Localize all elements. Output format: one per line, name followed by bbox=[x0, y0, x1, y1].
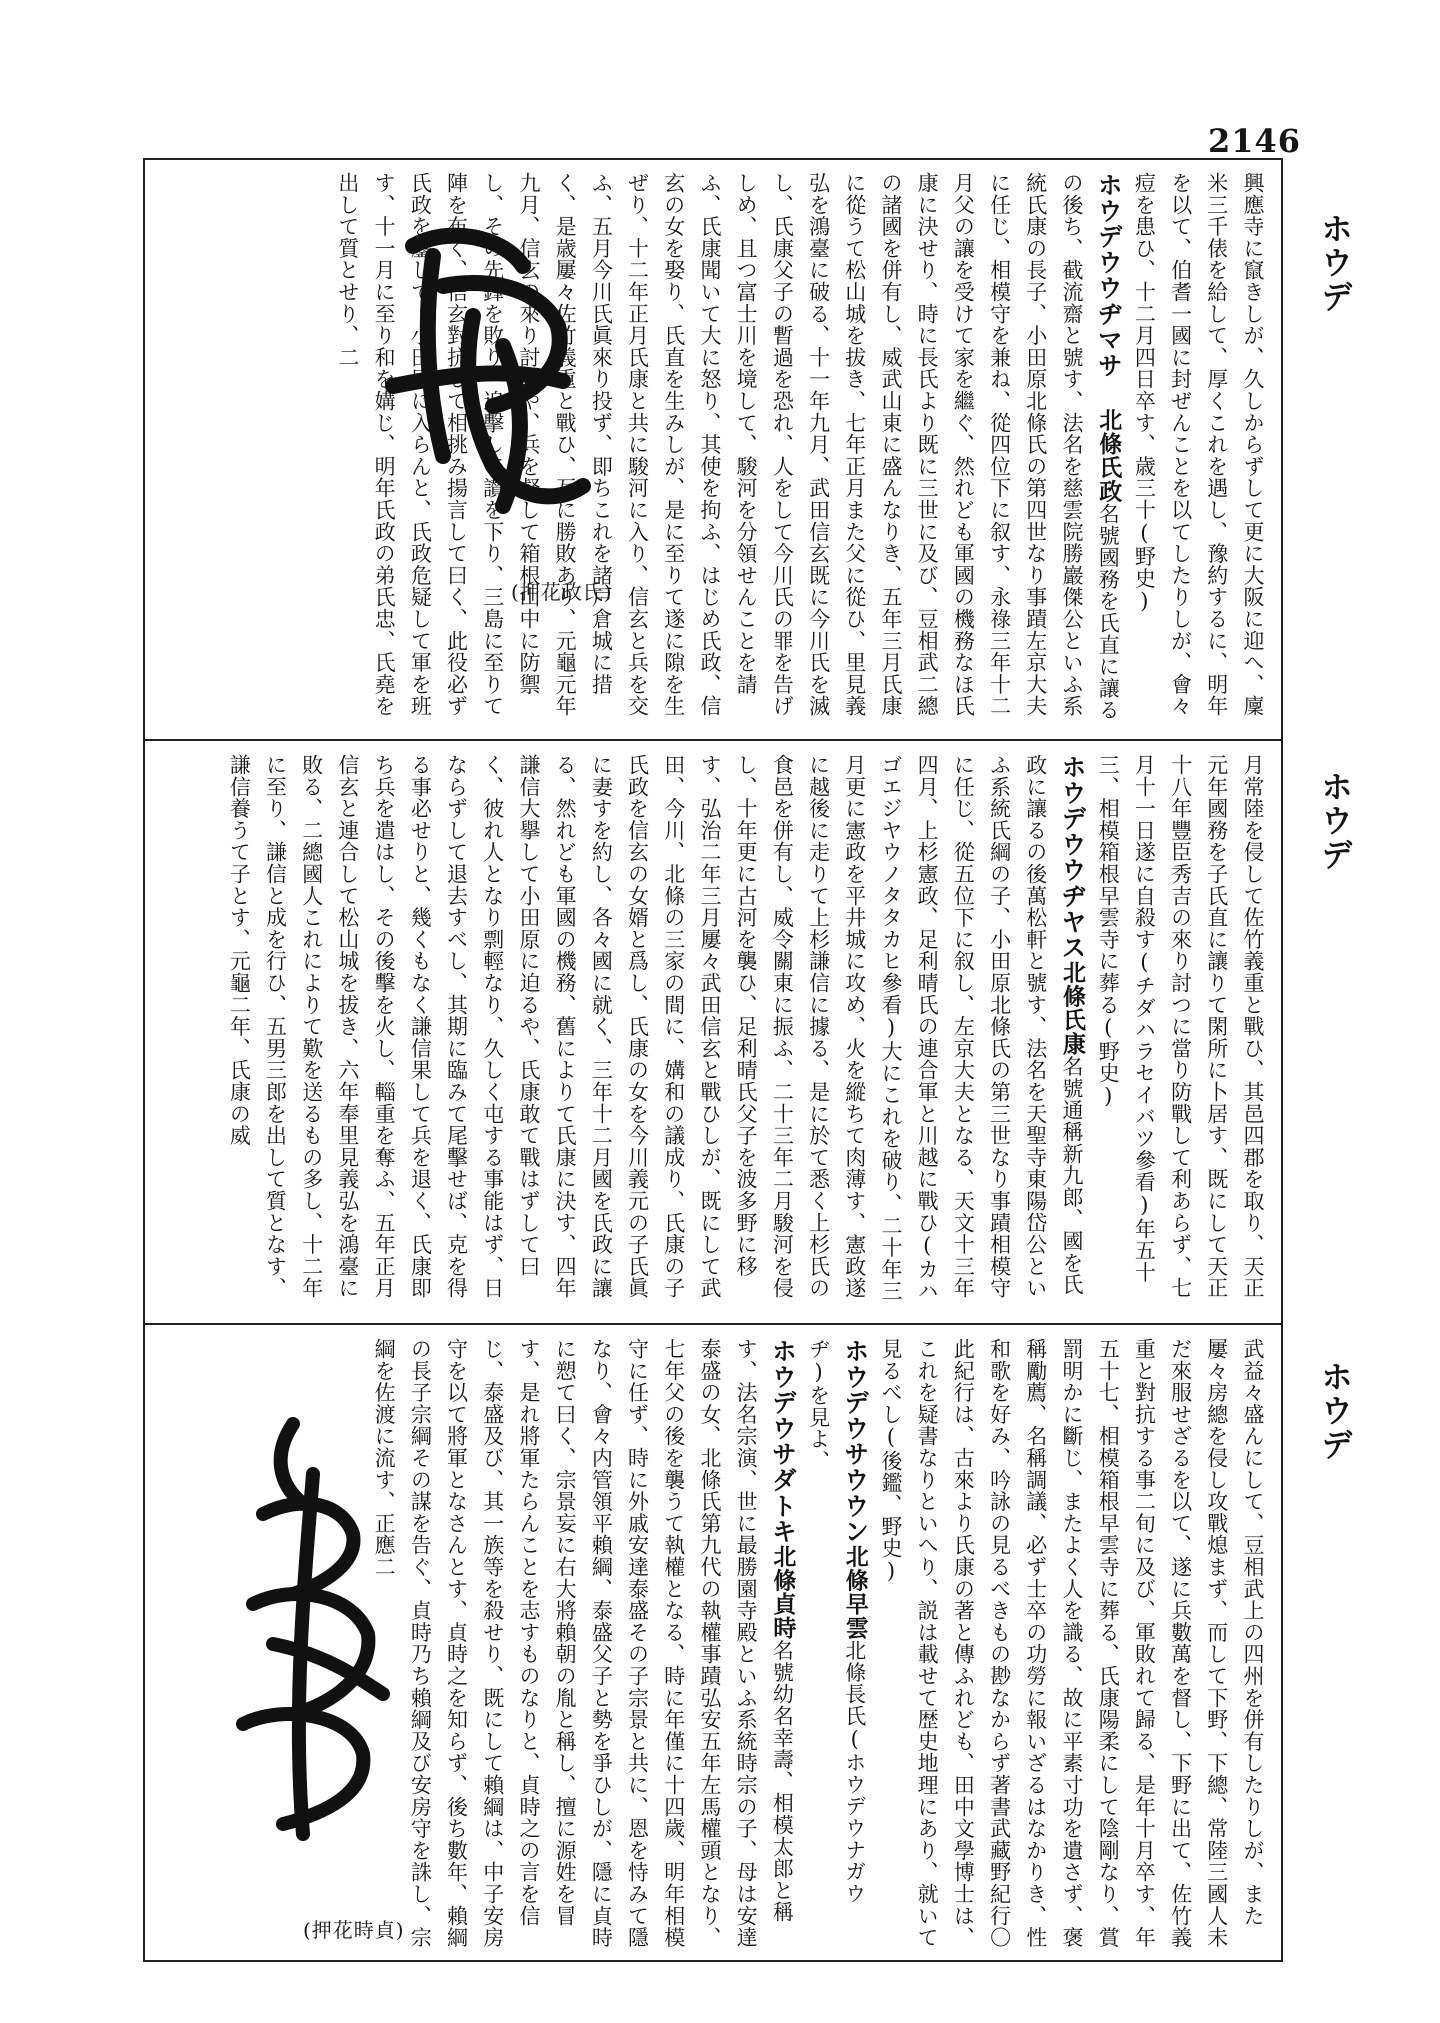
entry-name: 北條氏政 bbox=[1095, 407, 1123, 503]
sadatoki-text-column bbox=[372, 1338, 1271, 1950]
entry-heading: ホウデウウヂヤス bbox=[1057, 754, 1087, 961]
entry-body: 名號幼名幸壽、相模太郎と稱す、法名宗演、世に最勝園寺殿といふ系統時宗の子、母は安達泰盛の女、北條氏第九代の執權事蹟弘安五年左馬權頭となり、七年父の後を襲うて執權となる、時に年僅に十四歲、明年相模守に任ず、時に外戚安達泰盛その子宗景と共に、恩を恃みて隱なり、會々内管領平賴綱、泰盛父子と勢を爭ひしが、隱に貞時に愬て曰く、宗景妄に右大將賴朝の胤と稱し、擅に源姓を冒す、是れ將軍たらんことを志すものなりと、貞時之の言を信じ、泰盛及び、其一族等を殺せり、既にして賴綱は、中子安房守を以て將軍となさんとす、貞時之を知らず、後ち數年、賴綱の長子宗綱その謀を告ぐ、貞時乃ち賴綱及び安房守を誅し、宗綱を佐渡に流す、正應二 bbox=[372, 1338, 795, 1949]
seal-caption-sadatoki: (押花時貞) bbox=[303, 1918, 405, 1942]
thumb-index-2: ホウデ bbox=[1316, 770, 1354, 872]
lead-text: 興應寺に竄きしが、久しからずして更に大阪に迎へ、廩米三千俵を給して、厚くこれを遇し、豫約するに、明年を以て、伯耆一國に封ぜんことを以てしたりしが、會々痘を患ひ、十二月四日卒す、歳三十(野史) bbox=[1132, 172, 1265, 717]
page-number: 2146 bbox=[1208, 122, 1302, 160]
section-sadatoki bbox=[143, 1324, 1283, 1962]
entry-heading: ホウデウサウウン bbox=[840, 1338, 870, 1545]
kao-seal-ujimasa-icon bbox=[353, 206, 623, 536]
lead-text: 月常陸を侵して佐竹義重と戰ひ、其邑四郡を取り、天正元年國務を子氏直に讓りて閑所に卜居す、既にして天正十八年豐臣秀吉の來り討つに當り防戰して利あらず、七月十一日遂に自殺す(チダハラセイバツ參看)年五十三、相模箱根早雲寺に葬る(野史) bbox=[1096, 754, 1265, 1299]
entry-heading: ホウデウサダトキ bbox=[768, 1338, 798, 1545]
lead-text: 武益々盛んにして、豆相武上の四州を併有したりしが、また屢々房總を侵し攻戰熄まず、而して下野、下總、常陸三國人未だ來服せざるを以て、遂に兵數萬を督し、下野に出て、佐竹義重と對抗する事二旬に及び、軍敗れて歸る、是年十月卒す、年五十七、相模箱根早雲寺に葬る、氏康陽柔にして陰剛なり、賞罰明かに斷じ、またよく人を識る、故に平素寸功を遺さず、褒稱勵薦、名稱調議、必ず士卒の功勞に報いざるはなかりき、性和歌を好み、吟詠の見るべきもの尠なからず著書武藏野紀行〇此紀行は、古來より氏康の著と傳ふれども、田中文學博士は、これを疑書なりといへり、説は載せて歴史地理にあり、就いて見るべし(後鑑、野史) bbox=[878, 1338, 1265, 1949]
entry-body: 名號通稱新九郎、國を氏政に讓るの後萬松軒と號す、法名を天聖寺東陽岱公といふ系統氏綱の子、小田原北條氏の第三世なり事蹟相模守に任じ、從五位下に叙し、左京大夫となる、天文十三年四月、上杉憲政、足利晴氏の連合軍と川越に戰ひ(カハゴエジヤウノタタカヒ參看)大にこれを破り、二十年三月更に憲政を平井城に攻め、火を縱ちて肉薄す、憲政遂に越後に走りて上杉謙信に據る、是に於て悉く上杉氏の食邑を併有し、威令關東に振ふ、二十三年二月駿河を侵し、十年更に古河を襲ひ、足利晴氏父子を波多野に移す、弘治二年三月屢々武田信玄と戰ひしが、既にして武田、今川、北條の三家の間に、媾和の議成り、氏康の子氏政を信玄の女婿と爲し、氏康の女を今川義元の子氏眞に妻すを約し、各々國に就く、三年十二月國を氏政に讓る、然れども軍國の機務、舊によりて氏康に決す、四年謙信大擧して小田原に迫るや、氏康敢て戰はずして曰く、彼れ人となり剽輕なり、久しく屯する事能はず、日ならずして退去すべし、其期に臨みて尾擊せば、克を得る事必せりと、幾くもなく謙信果して兵を退く、氏康即ち兵を遣はし、その後擊を火し、輜重を奪ふ、五年正月信玄と連合して松山城を拔き、六年奉里見義弘を鴻臺に敗る、二總國人これによりて歎を送るもの多し、十二年に至り、謙信と成を行ひ、五男三郎を出して質となす、謙信養うて子とす、元龜二年、氏康の威 bbox=[227, 754, 1084, 1302]
seal-caption-ujimasa: (押花政氏) bbox=[511, 580, 613, 604]
entry-name: 北條早雲 bbox=[841, 1544, 869, 1640]
entry-sadatoki bbox=[366, 1338, 800, 1950]
entry-name: 北條氏康 bbox=[1058, 960, 1086, 1056]
section-ujimasa bbox=[143, 158, 1283, 738]
thumb-index-1: ホウデ bbox=[1316, 212, 1354, 314]
ujimasa-text-column bbox=[171, 172, 1271, 728]
entry-name: 北條貞時 bbox=[769, 1544, 797, 1640]
section-ujiyasu bbox=[143, 740, 1283, 1322]
entry-name-aside: 北條長氏 bbox=[842, 1639, 867, 1727]
entry-body: 名號國務を氏直に讓るの後ち、截流齋と號す、法名を慈雲院勝巖傑公といふ系統氏康の長子、小田原北條氏の第四世なり事蹟左京大夫に任じ、相模守を兼ね、從四位下に叙す、永祿三年十二月父の讓を受けて家を繼ぐ、然れども軍國の機務なほ氏康に決せり、時に長氏より既に三世に及び、豆相武二總の諸國を併有し、威武山東に盛んなりき、五年三月氏康に從うて松山城を拔き、七年正月また父に從ひ、里見義弘を鴻臺に破る、十一年九月、武田信玄既に今川氏を滅し、氏康父子の暫過を恐れ、人をして今川氏の罪を告げしめ、且つ富士川を境して、駿河を分領せんことを請ふ、氏康聞いて大に怒り、其使を拘ふ、はじめ氏政、信玄の女を娶り、氏直を生みしが、是に至りて遂に隙を生ぜり、十二年正月氏康と共に駿河に入り、信玄と兵を交ふ、五月今川氏眞來り投ず、即ちこれを諸戸倉城に措く、是歳屢々佐竹義重と戰ひ、互に勝敗あり、元龜元年九月、信玄の來り討つや、兵を督して箱根山中に防禦し、その先鋒を敗り、追擊して讃を下り、三島に至りて陣を布く、信玄對抗して相挑み揚言して曰く、此役必ず氏政を鏖して、小田原に入らんと、氏政危疑して軍を班す、十一月に至り和を媾じ、明年氏政の弟氏忠、氏堯を出して質とせり、二 bbox=[335, 172, 1121, 721]
entry-body: (ホウデウナガウヂ)を見よ、 bbox=[806, 1338, 867, 1905]
thumb-index-3: ホウデ bbox=[1316, 1360, 1354, 1462]
entry-heading: ホウデウウヂマサ bbox=[1094, 172, 1124, 379]
entry-ujiyasu bbox=[221, 754, 1090, 1310]
ujiyasu-text-column bbox=[171, 754, 1271, 1310]
entry-souun bbox=[800, 1338, 872, 1950]
kao-seal-sadatoki-icon bbox=[183, 1394, 423, 1874]
